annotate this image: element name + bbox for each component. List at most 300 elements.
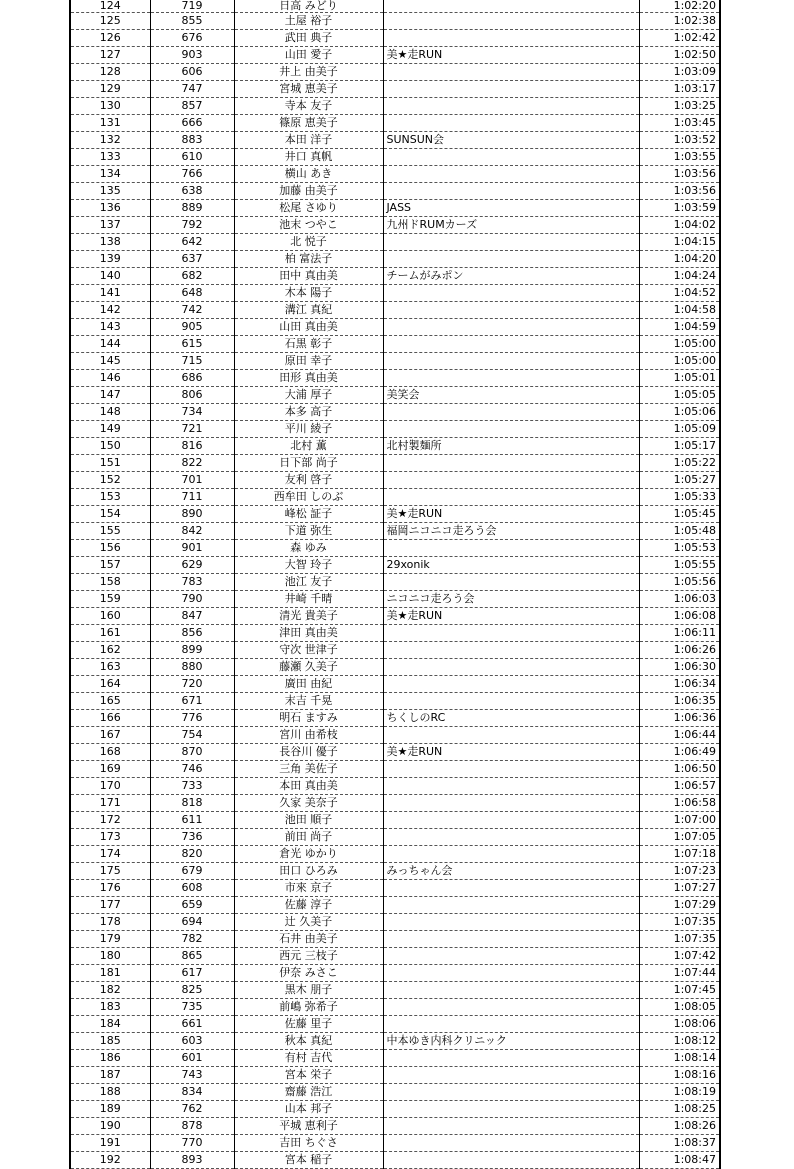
runner-name-cell: 武田 典子 bbox=[234, 30, 383, 47]
table-row bbox=[70, 557, 720, 574]
team-name-cell bbox=[383, 489, 639, 506]
team-name-cell: SUNSUN会 bbox=[383, 132, 639, 149]
rank-cell: 132 bbox=[70, 132, 150, 149]
finish-time-cell: 1:08:06 bbox=[639, 1016, 720, 1033]
team-name-cell bbox=[383, 778, 639, 795]
table-row bbox=[70, 132, 720, 149]
table-row bbox=[70, 183, 720, 200]
runner-name-cell: 長谷川 優子 bbox=[234, 744, 383, 761]
rank-cell: 136 bbox=[70, 200, 150, 217]
table-row bbox=[70, 149, 720, 166]
finish-time-cell: 1:06:49 bbox=[639, 744, 720, 761]
team-name-cell bbox=[383, 965, 639, 982]
finish-time-cell: 1:06:08 bbox=[639, 608, 720, 625]
finish-time-cell: 1:07:00 bbox=[639, 812, 720, 829]
table-row bbox=[70, 761, 720, 778]
bib-number-cell: 629 bbox=[150, 557, 234, 574]
runner-name-cell: 秋本 真紀 bbox=[234, 1033, 383, 1050]
table-row bbox=[70, 268, 720, 285]
team-name-cell bbox=[383, 1050, 639, 1067]
bib-number-cell: 790 bbox=[150, 591, 234, 608]
runner-name-cell: 山田 真由美 bbox=[234, 319, 383, 336]
team-name-cell bbox=[383, 948, 639, 965]
team-name-cell: ニコニコ走ろう会 bbox=[383, 591, 639, 608]
team-name-cell bbox=[383, 0, 639, 13]
table-row bbox=[70, 727, 720, 744]
finish-time-cell: 1:06:36 bbox=[639, 710, 720, 727]
rank-cell: 184 bbox=[70, 1016, 150, 1033]
team-name-cell bbox=[383, 1067, 639, 1084]
runner-name-cell: 藤瀬 久美子 bbox=[234, 659, 383, 676]
runner-name-cell: 伊奈 みさこ bbox=[234, 965, 383, 982]
team-name-cell bbox=[383, 234, 639, 251]
team-name-cell bbox=[383, 727, 639, 744]
bib-number-cell: 701 bbox=[150, 472, 234, 489]
finish-time-cell: 1:05:27 bbox=[639, 472, 720, 489]
finish-time-cell: 1:08:05 bbox=[639, 999, 720, 1016]
rank-cell: 128 bbox=[70, 64, 150, 81]
table-row bbox=[70, 931, 720, 948]
finish-time-cell: 1:06:30 bbox=[639, 659, 720, 676]
table-row bbox=[70, 1033, 720, 1050]
bib-number-cell: 638 bbox=[150, 183, 234, 200]
rank-cell: 183 bbox=[70, 999, 150, 1016]
runner-name-cell: 久家 美奈子 bbox=[234, 795, 383, 812]
finish-time-cell: 1:02:20 bbox=[639, 0, 720, 13]
team-name-cell bbox=[383, 166, 639, 183]
team-name-cell bbox=[383, 98, 639, 115]
bib-number-cell: 617 bbox=[150, 965, 234, 982]
table-row bbox=[70, 302, 720, 319]
table-row bbox=[70, 676, 720, 693]
runner-name-cell: 宮城 恵美子 bbox=[234, 81, 383, 98]
team-name-cell bbox=[383, 421, 639, 438]
table-row bbox=[70, 234, 720, 251]
team-name-cell bbox=[383, 183, 639, 200]
rank-cell: 185 bbox=[70, 1033, 150, 1050]
rank-cell: 192 bbox=[70, 1152, 150, 1169]
runner-name-cell: 木本 陽子 bbox=[234, 285, 383, 302]
finish-time-cell: 1:08:37 bbox=[639, 1135, 720, 1152]
team-name-cell bbox=[383, 115, 639, 132]
finish-time-cell: 1:06:11 bbox=[639, 625, 720, 642]
finish-time-cell: 1:03:56 bbox=[639, 166, 720, 183]
finish-time-cell: 1:04:24 bbox=[639, 268, 720, 285]
bib-number-cell: 857 bbox=[150, 98, 234, 115]
rank-cell: 158 bbox=[70, 574, 150, 591]
team-name-cell: 美★走RUN bbox=[383, 608, 639, 625]
finish-time-cell: 1:08:16 bbox=[639, 1067, 720, 1084]
team-name-cell: 美★走RUN bbox=[383, 744, 639, 761]
bib-number-cell: 901 bbox=[150, 540, 234, 557]
runner-name-cell: 田中 真由美 bbox=[234, 268, 383, 285]
finish-time-cell: 1:05:00 bbox=[639, 336, 720, 353]
bib-number-cell: 610 bbox=[150, 149, 234, 166]
team-name-cell bbox=[383, 30, 639, 47]
table-row bbox=[70, 455, 720, 472]
runner-name-cell: 平城 恵利子 bbox=[234, 1118, 383, 1135]
runner-name-cell: 友利 啓子 bbox=[234, 472, 383, 489]
table-row bbox=[70, 166, 720, 183]
team-name-cell bbox=[383, 319, 639, 336]
bib-number-cell: 671 bbox=[150, 693, 234, 710]
rank-cell: 167 bbox=[70, 727, 150, 744]
runner-name-cell: 明石 ますみ bbox=[234, 710, 383, 727]
team-name-cell: 美★走RUN bbox=[383, 506, 639, 523]
bib-number-cell: 642 bbox=[150, 234, 234, 251]
bib-number-cell: 776 bbox=[150, 710, 234, 727]
bib-number-cell: 880 bbox=[150, 659, 234, 676]
team-name-cell bbox=[383, 914, 639, 931]
team-name-cell bbox=[383, 149, 639, 166]
bib-number-cell: 666 bbox=[150, 115, 234, 132]
runner-name-cell: 大智 玲子 bbox=[234, 557, 383, 574]
table-row bbox=[70, 81, 720, 98]
bib-number-cell: 782 bbox=[150, 931, 234, 948]
bib-number-cell: 762 bbox=[150, 1101, 234, 1118]
table-row bbox=[70, 965, 720, 982]
bib-number-cell: 661 bbox=[150, 1016, 234, 1033]
rank-cell: 178 bbox=[70, 914, 150, 931]
runner-name-cell: 森 ゆみ bbox=[234, 540, 383, 557]
runner-name-cell: 有村 吉代 bbox=[234, 1050, 383, 1067]
finish-time-cell: 1:05:17 bbox=[639, 438, 720, 455]
runner-name-cell: 池末 つやこ bbox=[234, 217, 383, 234]
finish-time-cell: 1:07:23 bbox=[639, 863, 720, 880]
rank-cell: 145 bbox=[70, 353, 150, 370]
rank-cell: 171 bbox=[70, 795, 150, 812]
team-name-cell: みっちゃん会 bbox=[383, 863, 639, 880]
bib-number-cell: 899 bbox=[150, 642, 234, 659]
runner-name-cell: 下道 弥生 bbox=[234, 523, 383, 540]
bib-number-cell: 742 bbox=[150, 302, 234, 319]
table-row bbox=[70, 693, 720, 710]
runner-name-cell: 齋藤 浩江 bbox=[234, 1084, 383, 1101]
table-row bbox=[70, 625, 720, 642]
bib-number-cell: 905 bbox=[150, 319, 234, 336]
bib-number-cell: 855 bbox=[150, 13, 234, 30]
rank-cell: 125 bbox=[70, 13, 150, 30]
bib-number-cell: 743 bbox=[150, 1067, 234, 1084]
bib-number-cell: 747 bbox=[150, 81, 234, 98]
finish-time-cell: 1:05:53 bbox=[639, 540, 720, 557]
team-name-cell bbox=[383, 302, 639, 319]
table-row bbox=[70, 370, 720, 387]
rank-cell: 130 bbox=[70, 98, 150, 115]
runner-name-cell: 土屋 裕子 bbox=[234, 13, 383, 30]
table-row bbox=[70, 897, 720, 914]
bib-number-cell: 615 bbox=[150, 336, 234, 353]
rank-cell: 140 bbox=[70, 268, 150, 285]
bib-number-cell: 754 bbox=[150, 727, 234, 744]
team-name-cell bbox=[383, 1118, 639, 1135]
runner-name-cell: 石井 由美子 bbox=[234, 931, 383, 948]
team-name-cell bbox=[383, 846, 639, 863]
table-row bbox=[70, 438, 720, 455]
table-row bbox=[70, 353, 720, 370]
runner-name-cell: 宮本 栄子 bbox=[234, 1067, 383, 1084]
bib-number-cell: 715 bbox=[150, 353, 234, 370]
team-name-cell bbox=[383, 642, 639, 659]
rank-cell: 154 bbox=[70, 506, 150, 523]
team-name-cell bbox=[383, 1135, 639, 1152]
bib-number-cell: 893 bbox=[150, 1152, 234, 1169]
bib-number-cell: 766 bbox=[150, 166, 234, 183]
bib-number-cell: 820 bbox=[150, 846, 234, 863]
rank-cell: 157 bbox=[70, 557, 150, 574]
runner-name-cell: 田口 ひろみ bbox=[234, 863, 383, 880]
team-name-cell: 福岡ニコニコ走ろう会 bbox=[383, 523, 639, 540]
rank-cell: 170 bbox=[70, 778, 150, 795]
finish-time-cell: 1:04:15 bbox=[639, 234, 720, 251]
team-name-cell bbox=[383, 1152, 639, 1169]
team-name-cell: JASS bbox=[383, 200, 639, 217]
runner-name-cell: 吉田 ちぐさ bbox=[234, 1135, 383, 1152]
table-row bbox=[70, 0, 720, 13]
runner-name-cell: 北村 薫 bbox=[234, 438, 383, 455]
runner-name-cell: 辻 久美子 bbox=[234, 914, 383, 931]
bib-number-cell: 792 bbox=[150, 217, 234, 234]
team-name-cell bbox=[383, 982, 639, 999]
runner-name-cell: 横山 あき bbox=[234, 166, 383, 183]
team-name-cell bbox=[383, 540, 639, 557]
finish-time-cell: 1:03:59 bbox=[639, 200, 720, 217]
team-name-cell bbox=[383, 1084, 639, 1101]
runner-name-cell: 宮川 由希枝 bbox=[234, 727, 383, 744]
runner-name-cell: 池江 友子 bbox=[234, 574, 383, 591]
team-name-cell bbox=[383, 812, 639, 829]
table-row bbox=[70, 1084, 720, 1101]
finish-time-cell: 1:07:35 bbox=[639, 914, 720, 931]
runner-name-cell: 守次 世津子 bbox=[234, 642, 383, 659]
rank-cell: 173 bbox=[70, 829, 150, 846]
rank-cell: 141 bbox=[70, 285, 150, 302]
table-row bbox=[70, 1152, 720, 1169]
rank-cell: 153 bbox=[70, 489, 150, 506]
finish-time-cell: 1:03:25 bbox=[639, 98, 720, 115]
bib-number-cell: 682 bbox=[150, 268, 234, 285]
runner-name-cell: 田形 真由美 bbox=[234, 370, 383, 387]
bib-number-cell: 648 bbox=[150, 285, 234, 302]
team-name-cell bbox=[383, 761, 639, 778]
finish-time-cell: 1:02:50 bbox=[639, 47, 720, 64]
finish-time-cell: 1:03:52 bbox=[639, 132, 720, 149]
rank-cell: 135 bbox=[70, 183, 150, 200]
bib-number-cell: 890 bbox=[150, 506, 234, 523]
runner-name-cell: 溝江 真紀 bbox=[234, 302, 383, 319]
rank-cell: 139 bbox=[70, 251, 150, 268]
team-name-cell bbox=[383, 931, 639, 948]
bib-number-cell: 676 bbox=[150, 30, 234, 47]
table-row bbox=[70, 710, 720, 727]
bib-number-cell: 735 bbox=[150, 999, 234, 1016]
runner-name-cell: 三角 美佐子 bbox=[234, 761, 383, 778]
finish-time-cell: 1:02:38 bbox=[639, 13, 720, 30]
finish-time-cell: 1:08:47 bbox=[639, 1152, 720, 1169]
team-name-cell: 九州ドRUMカーズ bbox=[383, 217, 639, 234]
finish-time-cell: 1:05:09 bbox=[639, 421, 720, 438]
runner-name-cell: 佐藤 淳子 bbox=[234, 897, 383, 914]
runner-name-cell: 平川 綾子 bbox=[234, 421, 383, 438]
table-row bbox=[70, 98, 720, 115]
finish-time-cell: 1:07:45 bbox=[639, 982, 720, 999]
bib-number-cell: 783 bbox=[150, 574, 234, 591]
table-row bbox=[70, 914, 720, 931]
finish-time-cell: 1:03:17 bbox=[639, 81, 720, 98]
results-table bbox=[69, 0, 721, 1169]
finish-time-cell: 1:03:09 bbox=[639, 64, 720, 81]
rank-cell: 144 bbox=[70, 336, 150, 353]
team-name-cell: ちくしのRC bbox=[383, 710, 639, 727]
runner-name-cell: 佐藤 里子 bbox=[234, 1016, 383, 1033]
bib-number-cell: 679 bbox=[150, 863, 234, 880]
runner-name-cell: 前嶋 弥希子 bbox=[234, 999, 383, 1016]
team-name-cell bbox=[383, 693, 639, 710]
runner-name-cell: 西牟田 しのぶ bbox=[234, 489, 383, 506]
bib-number-cell: 603 bbox=[150, 1033, 234, 1050]
rank-cell: 147 bbox=[70, 387, 150, 404]
table-row bbox=[70, 982, 720, 999]
table-row bbox=[70, 472, 720, 489]
table-row bbox=[70, 336, 720, 353]
team-name-cell bbox=[383, 336, 639, 353]
team-name-cell bbox=[383, 81, 639, 98]
team-name-cell bbox=[383, 1101, 639, 1118]
rank-cell: 156 bbox=[70, 540, 150, 557]
finish-time-cell: 1:04:52 bbox=[639, 285, 720, 302]
table-row bbox=[70, 285, 720, 302]
finish-time-cell: 1:04:59 bbox=[639, 319, 720, 336]
table-row bbox=[70, 251, 720, 268]
team-name-cell bbox=[383, 285, 639, 302]
rank-cell: 150 bbox=[70, 438, 150, 455]
finish-time-cell: 1:02:42 bbox=[639, 30, 720, 47]
rank-cell: 131 bbox=[70, 115, 150, 132]
bib-number-cell: 883 bbox=[150, 132, 234, 149]
bib-number-cell: 746 bbox=[150, 761, 234, 778]
finish-time-cell: 1:07:05 bbox=[639, 829, 720, 846]
finish-time-cell: 1:08:12 bbox=[639, 1033, 720, 1050]
team-name-cell: 中本ゆき内科クリニック bbox=[383, 1033, 639, 1050]
rank-cell: 155 bbox=[70, 523, 150, 540]
rank-cell: 187 bbox=[70, 1067, 150, 1084]
runner-name-cell: 市來 京子 bbox=[234, 880, 383, 897]
table-row bbox=[70, 880, 720, 897]
table-row bbox=[70, 64, 720, 81]
runner-name-cell: 大浦 厚子 bbox=[234, 387, 383, 404]
bib-number-cell: 818 bbox=[150, 795, 234, 812]
table-row bbox=[70, 744, 720, 761]
team-name-cell bbox=[383, 370, 639, 387]
finish-time-cell: 1:08:26 bbox=[639, 1118, 720, 1135]
rank-cell: 149 bbox=[70, 421, 150, 438]
bib-number-cell: 847 bbox=[150, 608, 234, 625]
table-row bbox=[70, 217, 720, 234]
finish-time-cell: 1:05:33 bbox=[639, 489, 720, 506]
results-body bbox=[70, 0, 720, 1169]
rank-cell: 124 bbox=[70, 0, 150, 13]
table-row bbox=[70, 13, 720, 30]
rank-cell: 134 bbox=[70, 166, 150, 183]
team-name-cell bbox=[383, 999, 639, 1016]
finish-time-cell: 1:05:05 bbox=[639, 387, 720, 404]
bib-number-cell: 878 bbox=[150, 1118, 234, 1135]
table-row bbox=[70, 812, 720, 829]
bib-number-cell: 721 bbox=[150, 421, 234, 438]
table-row bbox=[70, 1016, 720, 1033]
runner-name-cell: 寺本 友子 bbox=[234, 98, 383, 115]
runner-name-cell: 宮本 稲子 bbox=[234, 1152, 383, 1169]
runner-name-cell: 池田 順子 bbox=[234, 812, 383, 829]
rank-cell: 126 bbox=[70, 30, 150, 47]
team-name-cell: 北村製麺所 bbox=[383, 438, 639, 455]
table-row bbox=[70, 659, 720, 676]
rank-cell: 161 bbox=[70, 625, 150, 642]
team-name-cell bbox=[383, 455, 639, 472]
runner-name-cell: 津田 真由美 bbox=[234, 625, 383, 642]
rank-cell: 188 bbox=[70, 1084, 150, 1101]
rank-cell: 190 bbox=[70, 1118, 150, 1135]
table-row bbox=[70, 574, 720, 591]
rank-cell: 142 bbox=[70, 302, 150, 319]
bib-number-cell: 856 bbox=[150, 625, 234, 642]
finish-time-cell: 1:06:50 bbox=[639, 761, 720, 778]
team-name-cell bbox=[383, 353, 639, 370]
rank-cell: 189 bbox=[70, 1101, 150, 1118]
table-row bbox=[70, 523, 720, 540]
bib-number-cell: 736 bbox=[150, 829, 234, 846]
runner-name-cell: 加藤 由美子 bbox=[234, 183, 383, 200]
finish-time-cell: 1:06:34 bbox=[639, 676, 720, 693]
bib-number-cell: 770 bbox=[150, 1135, 234, 1152]
table-row bbox=[70, 608, 720, 625]
rank-cell: 162 bbox=[70, 642, 150, 659]
bib-number-cell: 816 bbox=[150, 438, 234, 455]
finish-time-cell: 1:03:55 bbox=[639, 149, 720, 166]
runner-name-cell: 山本 邦子 bbox=[234, 1101, 383, 1118]
team-name-cell bbox=[383, 829, 639, 846]
rank-cell: 176 bbox=[70, 880, 150, 897]
runner-name-cell: 清光 貴美子 bbox=[234, 608, 383, 625]
finish-time-cell: 1:05:48 bbox=[639, 523, 720, 540]
rank-cell: 174 bbox=[70, 846, 150, 863]
finish-time-cell: 1:06:26 bbox=[639, 642, 720, 659]
rank-cell: 180 bbox=[70, 948, 150, 965]
finish-time-cell: 1:04:20 bbox=[639, 251, 720, 268]
rank-cell: 133 bbox=[70, 149, 150, 166]
bib-number-cell: 659 bbox=[150, 897, 234, 914]
team-name-cell: 29xonik bbox=[383, 557, 639, 574]
table-row bbox=[70, 489, 720, 506]
bib-number-cell: 711 bbox=[150, 489, 234, 506]
rank-cell: 148 bbox=[70, 404, 150, 421]
bib-number-cell: 686 bbox=[150, 370, 234, 387]
table-row bbox=[70, 319, 720, 336]
rank-cell: 186 bbox=[70, 1050, 150, 1067]
finish-time-cell: 1:06:58 bbox=[639, 795, 720, 812]
finish-time-cell: 1:07:44 bbox=[639, 965, 720, 982]
finish-time-cell: 1:07:35 bbox=[639, 931, 720, 948]
runner-name-cell: 峰松 証子 bbox=[234, 506, 383, 523]
team-name-cell bbox=[383, 659, 639, 676]
bib-number-cell: 842 bbox=[150, 523, 234, 540]
table-row bbox=[70, 506, 720, 523]
runner-name-cell: 倉光 ゆかり bbox=[234, 846, 383, 863]
table-row bbox=[70, 1101, 720, 1118]
team-name-cell bbox=[383, 251, 639, 268]
rank-cell: 151 bbox=[70, 455, 150, 472]
rank-cell: 181 bbox=[70, 965, 150, 982]
